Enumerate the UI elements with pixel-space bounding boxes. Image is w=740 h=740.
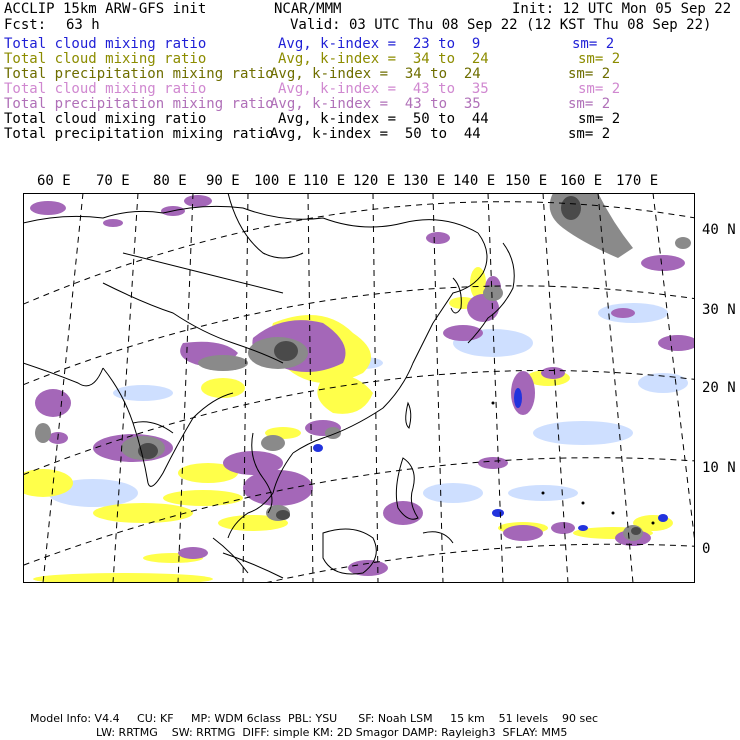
model-info-line-1: Model Info: V4.4 CU: KF MP: WDM 6class PBL: YSU SF: Noah LSM 15 km 51 levels 90 sec [30, 712, 599, 725]
lon-label-90e: 90 E [206, 173, 240, 189]
lon-label-60e: 60 E [37, 173, 71, 189]
field-avg-7: Avg, k-index = 50 to 44 [270, 126, 481, 142]
lat-label-20n: 20 N [702, 380, 736, 396]
lon-label-70e: 70 E [96, 173, 130, 189]
lat-label-0: 0 [702, 541, 711, 557]
field-avg-5: Avg, k-index = 43 to 35 [270, 96, 481, 112]
lon-label-130e: 130 E [403, 173, 446, 189]
forecast-hour: 63 h [66, 17, 100, 33]
field-name-6: Total cloud mixing ratio [4, 111, 207, 127]
map-panel [23, 193, 695, 583]
lon-label-170e: 170 E [616, 173, 659, 189]
model-title: ACCLIP 15km ARW-GFS init [4, 1, 207, 17]
lat-label-30n: 30 N [702, 302, 736, 318]
field-avg-6: Avg, k-index = 50 to 44 [278, 111, 489, 127]
field-sm-6: sm= 2 [578, 111, 621, 127]
field-sm-3: sm= 2 [568, 66, 611, 82]
field-avg-4: Avg, k-index = 43 to 35 [278, 81, 489, 97]
lon-label-110e: 110 E [303, 173, 346, 189]
field-avg-2: Avg, k-index = 34 to 24 [278, 51, 489, 67]
field-sm-5: sm= 2 [568, 96, 611, 112]
valid-time: Valid: 03 UTC Thu 08 Sep 22 (12 KST Thu 08 Sep 22) [290, 17, 712, 33]
field-name-1: Total cloud mixing ratio [4, 36, 207, 52]
field-name-4: Total cloud mixing ratio [4, 81, 207, 97]
field-name-5: Total precipitation mixing ratio [4, 96, 274, 112]
init-time: Init: 12 UTC Mon 05 Sep 22 [512, 1, 732, 17]
field-avg-3: Avg, k-index = 34 to 24 [270, 66, 481, 82]
lon-label-100e: 100 E [254, 173, 297, 189]
field-sm-7: sm= 2 [568, 126, 611, 142]
field-name-7: Total precipitation mixing ratio [4, 126, 274, 142]
field-avg-1: Avg, k-index = 23 to 9 [278, 36, 481, 52]
lat-label-10n: 10 N [702, 460, 736, 476]
field-name-2: Total cloud mixing ratio [4, 51, 207, 67]
lon-label-140e: 140 E [453, 173, 496, 189]
field-sm-1: sm= 2 [572, 36, 615, 52]
lon-label-160e: 160 E [560, 173, 603, 189]
model-info-line-2: LW: RRTMG SW: RRTMG DIFF: simple KM: 2D Smagor DAMP: Rayleigh3 SFLAY: MM5 [96, 726, 568, 739]
lon-label-80e: 80 E [153, 173, 187, 189]
field-sm-2: sm= 2 [578, 51, 621, 67]
forecast-label: Fcst: [4, 17, 47, 33]
lat-label-40n: 40 N [702, 222, 736, 238]
lon-label-150e: 150 E [505, 173, 548, 189]
field-sm-4: sm= 2 [578, 81, 621, 97]
organization-label: NCAR/MMM [274, 1, 342, 17]
lon-label-120e: 120 E [353, 173, 396, 189]
field-name-3: Total precipitation mixing ratio [4, 66, 274, 82]
